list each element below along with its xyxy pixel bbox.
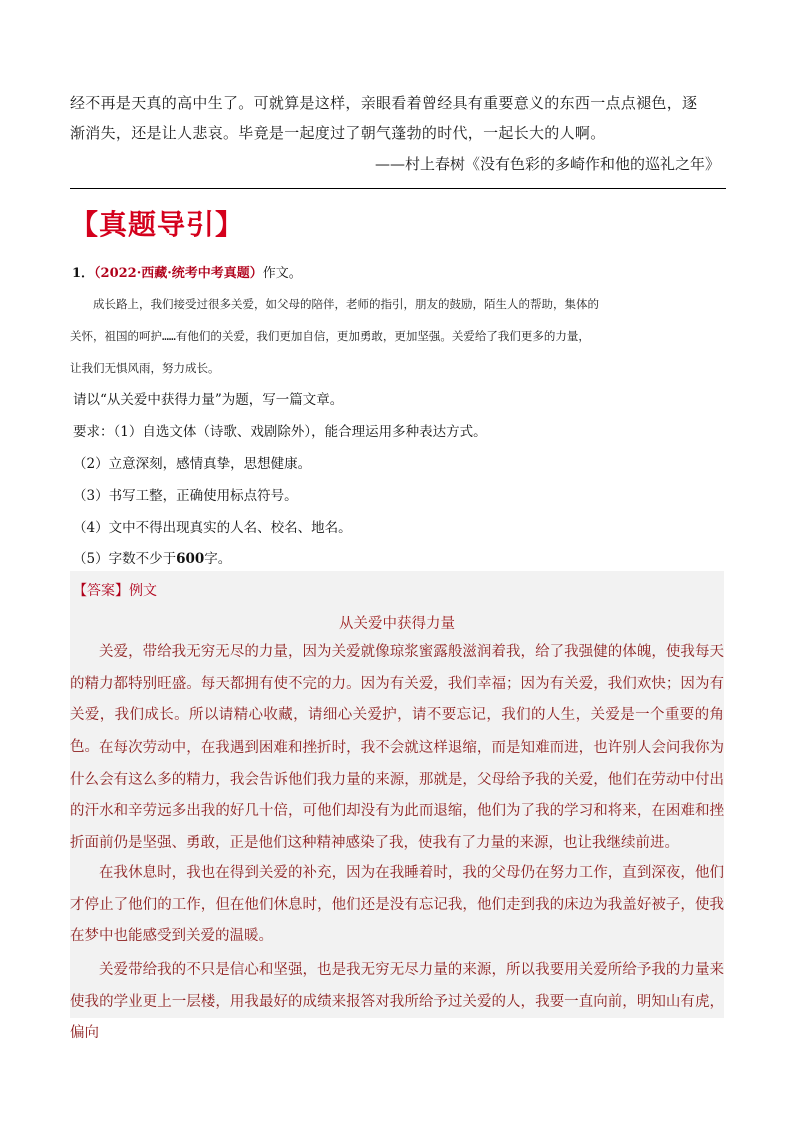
- requirement-3: （3）书写工整，正确使用标点符号。: [73, 488, 298, 504]
- essay-paragraph-1: 关爱，带给我无穷无尽的力量，因为关爱就像琼浆蜜露般滋润着我，给了我强健的体魄，使我每天的精力都特别旺盛。每天都拥有使不完的力。因为有关爱，我们幸福；因为有关爱，我们欢快；因为有关爱，我们成长。所以请精心收藏，请细心关爱护，请不要忘记，我们的人生，关爱是一个重要的角色。: [70, 644, 724, 755]
- instruction: 请以“从关爱中获得力量”为题，写一篇文章。: [73, 392, 344, 408]
- quote-attribution: ——村上春树《没有色彩的多崎作和他的巡礼之年》: [374, 155, 720, 173]
- prompt-line-2: 关怀，祖国的呵护……有他们的关爱，我们更加自信，更加勇敢，更加坚强。关爱给了我们更多的力量，: [70, 329, 590, 343]
- section-title: 【真题导引】: [70, 208, 245, 241]
- requirement-5: [73, 547, 231, 567]
- answer-tag: 【答案】: [73, 583, 129, 599]
- intro-line-1: 经不再是天真的高中生了。可就算是这样，亲眼看着曾经具有重要意义的东西一点点褪色，逐: [70, 94, 698, 112]
- requirement-4: （4）文中不得出现真实的人名、校名、地名。: [73, 520, 352, 536]
- requirement-2: （2）立意深刻，感情真挚，思想健康。: [73, 456, 312, 472]
- essay-paragraph-2: 在每次劳动中，在我遇到困难和挫折时，我不会就这样退缩，而是知难而进，也许别人会问我你为什么会有这么多的精力，我会告诉他们我力量的来源，那就是，父母给予我的关爱，他们在劳动中付出的汗水和辛劳远多出我的好几十倍，可他们却没有为此而退缩，他们为了我的学习和将来，在困难和挫折面前仍是坚强、勇敢，正是他们这种精神感染了我，使我有了力量的来源，也让我继续前进。: [70, 740, 724, 851]
- prompt-line-3: 让我们无惧风雨，努力成长。: [70, 361, 220, 375]
- requirement-5-post: 字。: [204, 551, 232, 567]
- essay-paragraph-3: 在我休息时，我也在得到关爱的补充，因为在我睡着时，我的父母仍在努力工作，直到深夜，他们才停止了他们的工作，但在他们休息时，他们还是没有忘记我，他们走到我的床边为我盖好被子，使我在梦中也能感受到关爱的温暖。: [70, 865, 724, 944]
- divider: [70, 188, 726, 189]
- essay-paragraph-4: 关爱带给我的不只是信心和坚强，也是我无穷无尽力量的来源，所以我要用关爱所给予我的力量来使我的学业更上一层楼，用我最好的成绩来报答对我所给予过关爱的人，我要一直向前，明知山有虎，偏向: [70, 962, 724, 1041]
- intro-line-2: 渐消失，还是让人悲哀。毕竟是一起度过了朝气蓬勃的时代，一起长大的人啊。: [70, 124, 606, 142]
- question-number: 1．: [72, 266, 95, 281]
- requirement-5-pre: （5）字数不少于: [73, 551, 177, 567]
- essay-title: 从关爱中获得力量: [339, 616, 455, 632]
- requirement-1: 要求：（1）自选文体（诗歌、戏剧除外），能合理运用多种表达方式。: [73, 424, 487, 440]
- question-header: [72, 262, 302, 281]
- question-source: （2022·西藏·统考中考真题）: [94, 266, 263, 281]
- prompt-line-1: 成长路上，我们接受过很多关爱，如父母的陪伴，老师的指引，朋友的鼓励，陌生人的帮助，集体的: [93, 297, 599, 311]
- answer-type: 例文: [129, 583, 157, 599]
- answer-label: [73, 580, 157, 600]
- requirement-5-number: 600: [176, 551, 205, 567]
- question-type: 作文。: [262, 266, 302, 281]
